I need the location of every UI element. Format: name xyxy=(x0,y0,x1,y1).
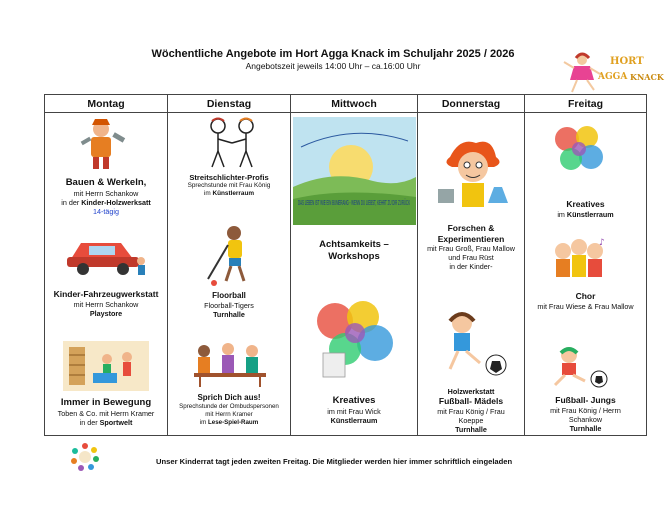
dancing-child-icon xyxy=(562,52,602,94)
gym-icon xyxy=(63,341,149,391)
footer-note: Unser Kinderrat tagt jeden zweiten Freitag. Die Mitglieder werden hier immer schriftlich eingeladen xyxy=(156,457,513,466)
freitag-kreatives-title: Kreatives xyxy=(566,199,605,209)
donnerstag-holzwerkstatt: Holzwerkstatt xyxy=(447,387,495,396)
mittwoch-achtsamkeit-title: Achtsamkeits – Workshops xyxy=(319,239,389,262)
montag-fahrzeug-leader: mit Herrn Schankow xyxy=(73,299,139,309)
mittwoch-kreatives-leader: im mit Frau Wick xyxy=(327,406,381,416)
freitag-fussball-title: Fußball- Jungs xyxy=(555,395,616,405)
choir-icon xyxy=(551,237,607,281)
donnerstag-forschen-leader: mit Frau Groß, Frau Mallow xyxy=(427,244,515,254)
montag-fahrzeug-title: Kinder-Fahrzeugwerkstatt xyxy=(53,289,159,299)
column-montag xyxy=(45,113,168,435)
freitag-fussball-leader: mit Frau König / Herrn Schankow xyxy=(550,405,621,424)
freitag-fussball-room: Turnhalle xyxy=(569,423,602,433)
column-dienstag xyxy=(168,113,291,435)
floorball-icon xyxy=(202,223,258,289)
soccer-boy-icon xyxy=(545,345,615,389)
montag-bauen-title: Bauen & Werkeln, xyxy=(65,177,147,188)
handshake-icon xyxy=(204,117,260,169)
dienstag-floorball-team: Floorball-Tigers xyxy=(204,301,254,310)
svg-text:♪: ♪ xyxy=(599,238,605,248)
donnerstag-fussball-room: Turnhalle xyxy=(455,424,487,434)
hort-logo xyxy=(562,52,662,94)
montag-bauen-leader: mit Herrn Schankow xyxy=(73,188,139,198)
dienstag-streit-leader: Sprechstunde mit Frau König xyxy=(187,182,271,190)
logo-knack: KNACK xyxy=(630,72,664,82)
dienstag-floorball-room: Turnhalle xyxy=(213,310,245,319)
paint-splash-icon xyxy=(547,119,609,181)
soccer-girl-icon xyxy=(432,309,514,379)
donnerstag-forschen-room: in der Kinder- xyxy=(449,262,493,272)
banner-text: DAS LEBEN IST WIE EIN BUMERANG - WENN DU LIEBST, KEHRT ZU DIR ZURÜCK xyxy=(298,200,570,207)
logo-agga: AGGA xyxy=(598,72,628,82)
montag-bauen-room: in der Kinder-Holzwerksatt xyxy=(61,197,151,207)
freitag-chor-title: Chor xyxy=(575,291,596,301)
day-header-dienstag: Dienstag xyxy=(168,95,291,113)
boomerang-banner-icon xyxy=(293,117,570,225)
scientist-icon xyxy=(430,137,516,221)
children-circle-icon xyxy=(70,442,100,472)
paint-splash-icon xyxy=(305,291,403,379)
craftsman-icon xyxy=(73,117,129,173)
schedule-table xyxy=(44,94,647,436)
day-header-freitag: Freitag xyxy=(525,95,646,113)
montag-bauen-frequency: 14-tägig xyxy=(93,206,119,216)
freitag-chor-leader: mit Frau Wiese & Frau Mallow xyxy=(537,301,634,311)
freitag-kreatives-room: im Künstlerraum xyxy=(557,209,614,219)
donnerstag-forschen-title: Forschen & Experimentieren xyxy=(437,223,505,244)
day-header-donnerstag: Donnerstag xyxy=(418,95,525,113)
dienstag-sprich-room: im Lese-Spiel-Raum xyxy=(199,418,259,426)
dienstag-streit-room: im Künstlerraum xyxy=(203,190,255,198)
dienstag-sprich-desc: Sprechstunde der Ombudspersonen xyxy=(179,403,279,410)
mittwoch-kreatives-room: Künstlerraum xyxy=(330,415,378,425)
dienstag-sprich-leader: mit Herrn Kramer xyxy=(205,410,253,418)
car-workshop-icon xyxy=(61,229,149,279)
dienstag-streit-title: Streitschlichter-Profis xyxy=(189,173,269,182)
talking-kids-icon xyxy=(190,339,270,389)
column-donnerstag xyxy=(418,113,525,435)
donnerstag-fussball-leader: mit Frau König / Frau Koeppe xyxy=(437,406,505,425)
donnerstag-forschen-leader2: und Frau Rüst xyxy=(448,253,494,263)
page-subtitle: Angebotszeit jeweils 14:00 Uhr – ca.16:00 Uhr xyxy=(245,61,421,71)
montag-bewegung-leader: Toben & Co. mit Herrn Kramer xyxy=(57,408,155,418)
mittwoch-kreatives-title: Kreatives xyxy=(332,395,376,406)
montag-bewegung-title: Immer in Bewegung xyxy=(60,397,152,408)
dienstag-sprich-title: Sprich Dich aus! xyxy=(197,393,261,402)
column-freitag xyxy=(525,113,646,435)
day-header-montag: Montag xyxy=(45,95,168,113)
montag-bewegung-room: in der Sportwelt xyxy=(79,417,133,427)
logo-hort: HORT xyxy=(610,56,644,67)
donnerstag-fussball-title: Fußball- Mädels xyxy=(438,396,504,406)
day-header-mittwoch: Mittwoch xyxy=(291,95,418,113)
page-title: Wöchentliche Angebote im Hort Agga Knack im Schuljahr 2025 / 2026 xyxy=(151,48,515,60)
montag-fahrzeug-room: Playstore xyxy=(89,308,123,318)
dienstag-floorball-title: Floorball xyxy=(212,291,246,300)
